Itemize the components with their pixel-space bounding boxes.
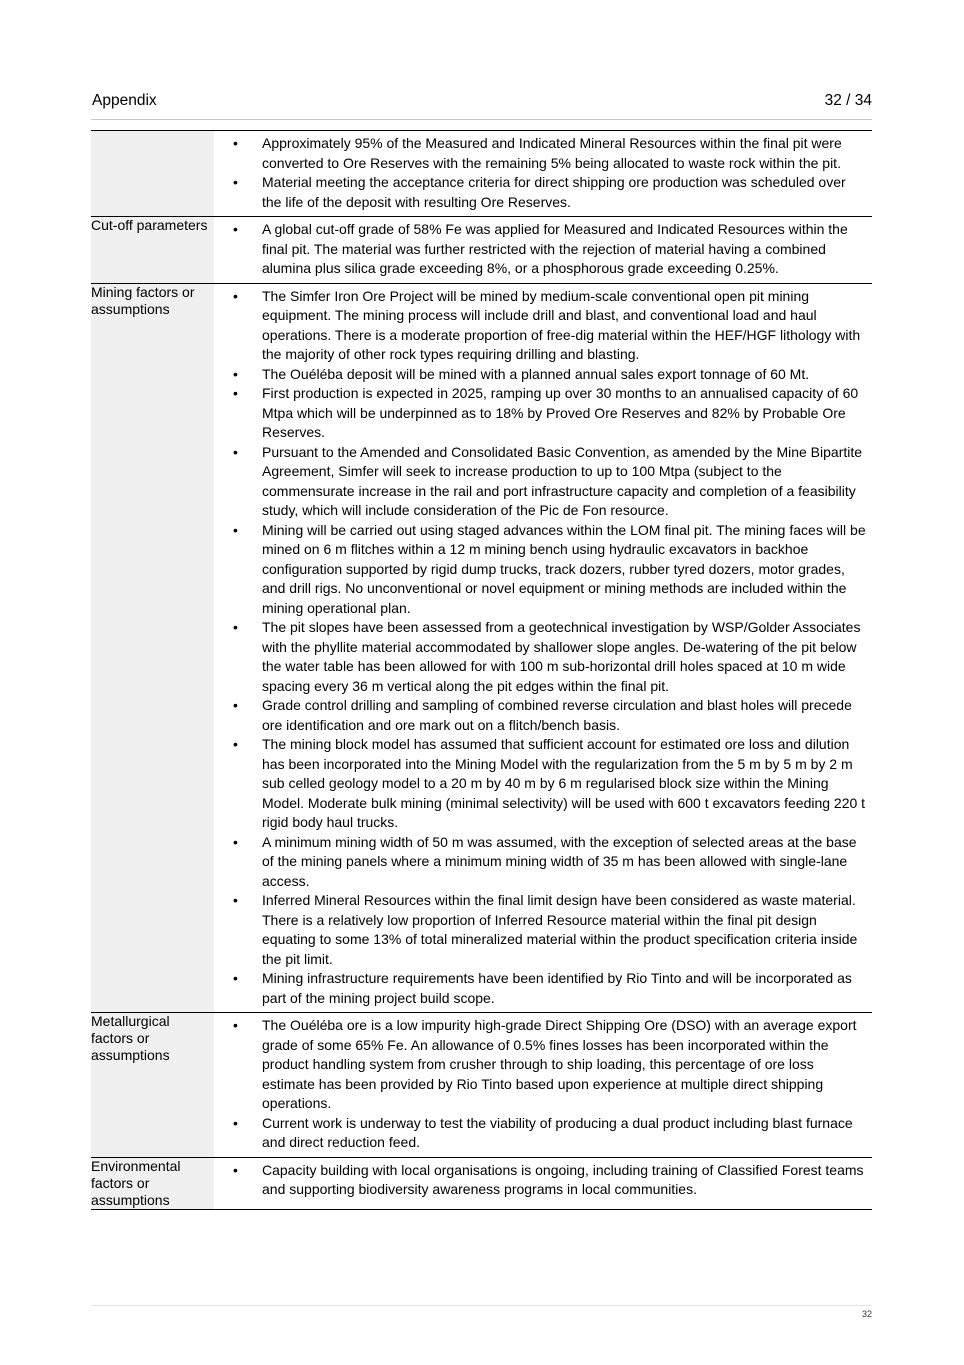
bullet-dot-icon: • [233, 365, 238, 382]
bullet-dot-icon: • [233, 1161, 238, 1178]
bullet-list [214, 284, 872, 1013]
bullet-dot-icon: • [233, 287, 238, 304]
bullet-text: The Ouéléba deposit will be mined with a planned annual sales export tonnage of 60 Mt. [262, 365, 810, 382]
bullet-item [214, 1114, 866, 1153]
bullet-dot-icon: • [233, 221, 238, 237]
appendix-table [91, 130, 872, 1210]
bullet-dot-icon: • [233, 521, 238, 538]
bullet-text: The pit slopes have been assessed from a geotechnical investigation by WSP/Golder Associates with the phyllite material accommodated by shallower slope angles. De-watering of the pit below the water table has been allowed for with 100 m sub-horizontal drill holes spaced at 10 m wide spacing every 36 m vertical along the pit edges within the final pit. [262, 619, 861, 694]
bullet-item [214, 1161, 866, 1200]
bullet-item [214, 384, 866, 443]
bullet-text: A global cut-off grade of 58% Fe was applied for Measured and Indicated Resources within the final pit. The material was further restricted with the rejection of material having a combined alumina plus silica grade exceeding 8%, or a phosphorous grade exceeding 0.25%. [262, 221, 848, 276]
bullet-text: Current work is underway to test the viability of producing a dual product including blast furnace and direct reduction feed. [262, 1114, 853, 1150]
bullet-list [214, 1158, 872, 1204]
footer-divider [91, 1305, 872, 1306]
bullet-dot-icon: • [233, 970, 238, 986]
bullet-dot-icon: • [233, 833, 238, 850]
bullet-text: The Ouéléba ore is a low impurity high-grade Direct Shipping Ore (DSO) with an average export grade of some 65% Fe. An allowance of 0.5% fines losses has been incorporated within the product handling system from crusher through to ship loading, this percentage of ore loss estimate has been provided by Rio Tinto based upon experience at multiple direct shipping operations. [262, 1017, 857, 1111]
bullet-item [214, 134, 866, 173]
bullet-text: Mining will be carried out using staged advances within the LOM final pit. The mining faces will be mined on 6 m flitches within a 12 m mining bench using hydraulic excavators in backhoe configuration supported by rigid dump trucks, track dozers, rubber tyred dozers, motor grades, and drill rigs. No unconventional or novel equipment or mining methods are included within the mining operational plan. [262, 521, 866, 616]
footer-page-number: 32 [861, 1309, 872, 1319]
row-content [214, 1157, 872, 1209]
bullet-dot-icon: • [233, 736, 238, 752]
bullet-item [214, 735, 866, 833]
bullet-item [214, 833, 866, 892]
bullet-text: A minimum mining width of 50 m was assumed, with the exception of selected areas at the base of the mining panels where a minimum mining width of 35 m has been allowed with single-lane access. [262, 833, 857, 889]
bullet-item [214, 365, 866, 385]
row-label: Environmental factors or assumptions [91, 1157, 214, 1209]
bullet-item [214, 618, 866, 696]
bullet-text: Mining infrastructure requirements have been identified by Rio Tinto and will be incorporated as part of the mining project build scope. [262, 970, 852, 1006]
bullet-dot-icon: • [233, 174, 238, 190]
table-row [91, 217, 872, 284]
bullet-text: The mining block model has assumed that sufficient account for estimated ore loss and dilution has been incorporated into the Mining Model with the regularization from the 5 m by 5 m by 2 m sub celled geology model to a 20 m by 40 m by 6 m regularised block size within the Mining Model. Moderate bulk mining (minimal selectivity) will be used with 600 t excavators feeding 220 t rigid body haul trucks. [262, 736, 866, 830]
bullet-text: Material meeting the acceptance criteria for direct shipping ore production was scheduled over the life of the deposit with resulting Ore Reserves. [262, 174, 846, 210]
bullet-text: Grade control drilling and sampling of combined reverse circulation and blast holes will precede ore identification and ore mark out on a flitch/bench basis. [262, 697, 852, 733]
table-row [91, 131, 872, 217]
bullet-dot-icon: • [233, 1114, 238, 1131]
bullet-item [214, 287, 866, 365]
table-row [91, 1157, 872, 1209]
table-row [91, 1013, 872, 1158]
row-label: Cut-off parameters [91, 217, 214, 284]
bullet-text: First production is expected in 2025, ramping up over 30 months to an annualised capacity of 60 Mtpa which will be underpinned as to 18% by Proved Ore Reserves and 82% by Probable Ore Reserves. [262, 385, 859, 440]
section-title: Appendix [92, 92, 157, 109]
bullet-item [214, 696, 866, 735]
bullet-dot-icon: • [233, 443, 238, 460]
table-row [91, 283, 872, 1013]
bullet-text: Inferred Mineral Resources within the final limit design have been considered as waste material. There is a relatively low proportion of Inferred Resource material within the final pit design equating to some 13% of total mineralized material within the product specification criteria inside the pit limit. [262, 892, 858, 967]
page-label: 32 / 34 [824, 92, 872, 109]
row-content [214, 217, 872, 284]
bullet-item [214, 969, 866, 1008]
bullet-text: Capacity building with local organisations is ongoing, including training of Classified Forest teams and supporting biodiversity awareness programs in local communities. [262, 1161, 864, 1197]
bullet-text: The Simfer Iron Ore Project will be mined by medium-scale conventional open pit mining equipment. The mining process will include drill and blast, and conventional load and haul operations. There is a moderate proportion of free-dig material within the HEF/HGF lithology with the majority of other rock types requiring drilling and blasting. [262, 287, 861, 362]
bullet-dot-icon: • [233, 135, 238, 151]
bullet-item [214, 443, 866, 521]
bullet-list [214, 1013, 872, 1157]
bullet-dot-icon: • [233, 697, 238, 713]
header-divider [91, 119, 872, 120]
bullet-dot-icon: • [233, 619, 238, 635]
row-content [214, 1013, 872, 1158]
row-label [91, 131, 214, 217]
bullet-text: Approximately 95% of the Measured and Indicated Mineral Resources within the final pit were converted to Ore Reserves with the remaining 5% being allocated to waste rock within the pit. [262, 135, 842, 171]
page-header [91, 91, 872, 115]
bullet-item [214, 891, 866, 969]
bullet-dot-icon: • [233, 385, 238, 401]
row-content [214, 283, 872, 1013]
row-content [214, 131, 872, 217]
bullet-list [214, 131, 872, 216]
bullet-item [214, 173, 866, 212]
bullet-item [214, 1016, 866, 1114]
bullet-item [214, 220, 866, 279]
bullet-item [214, 521, 866, 619]
bullet-dot-icon: • [233, 1017, 238, 1033]
row-label: Mining factors or assumptions [91, 283, 214, 1013]
bullet-text: Pursuant to the Amended and Consolidated Basic Convention, as amended by the Mine Bipartite Agreement, Simfer will seek to increase production to up to 100 Mtpa (subject to the commensurate increase in the rail and port infrastructure capacity and completion of a feasibility study, which will include consideration of the Pic de Fon resource. [262, 443, 863, 518]
bullet-dot-icon: • [233, 892, 238, 908]
bullet-list [214, 217, 872, 283]
row-label: Metallurgical factors or assumptions [91, 1013, 214, 1158]
